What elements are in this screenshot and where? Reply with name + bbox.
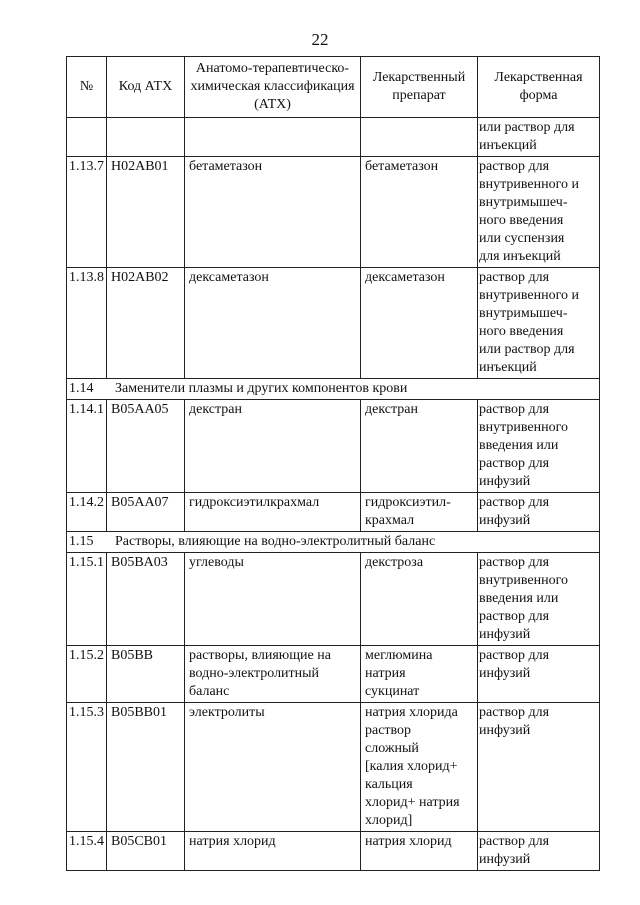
drug-name: декстран: [361, 400, 478, 493]
drug-name: бетаметазон: [361, 157, 478, 268]
row-number: 1.14.1: [67, 400, 107, 493]
drug-name: [361, 118, 478, 157]
table-row: [67, 268, 600, 379]
atx-classification: бетаметазон: [185, 157, 361, 268]
table-row: [67, 493, 600, 532]
dosage-form: раствор для внутривенного введения или раствор для инфузий: [478, 400, 600, 493]
drug-name: натрия хлорида раствор сложный [калия хлорид+ кальция хлорид+ натрия хлорид]: [361, 703, 478, 832]
atx-code: B05BA03: [107, 553, 185, 646]
table-row: [67, 703, 600, 832]
header-code: Код АТХ: [107, 57, 185, 118]
section-title: Заменители плазмы и других компонентов крови: [115, 381, 408, 396]
section-number: 1.15: [69, 534, 94, 549]
header-form: Лекарственная форма: [478, 57, 600, 118]
section-cell: [67, 532, 600, 553]
header-classification: Анатомо-терапевтическо-химическая классификация (АТХ): [185, 57, 361, 118]
header-no: №: [67, 57, 107, 118]
row-number: 1.14.2: [67, 493, 107, 532]
drug-name: натрия хлорид: [361, 832, 478, 871]
atx-classification: растворы, влияющие на водно-электролитный баланс: [185, 646, 361, 703]
header-drug: Лекарственный препарат: [361, 57, 478, 118]
atx-table: [66, 56, 600, 871]
table-row: [67, 400, 600, 493]
drug-name: дексаметазон: [361, 268, 478, 379]
atx-classification: декстран: [185, 400, 361, 493]
atx-code: B05CB01: [107, 832, 185, 871]
drug-name: декстроза: [361, 553, 478, 646]
table-row: [67, 553, 600, 646]
table-row: [67, 646, 600, 703]
table-row: [67, 118, 600, 157]
row-number: 1.15.1: [67, 553, 107, 646]
section-title: Растворы, влияющие на водно-электролитный баланс: [115, 534, 436, 549]
section-row: [67, 379, 600, 400]
dosage-form: раствор для инфузий: [478, 703, 600, 832]
table-body: [67, 118, 600, 871]
atx-code: H02AB02: [107, 268, 185, 379]
atx-code: B05BB01: [107, 703, 185, 832]
row-number: [67, 118, 107, 157]
atx-code: [107, 118, 185, 157]
atx-classification: дексаметазон: [185, 268, 361, 379]
row-number: 1.15.3: [67, 703, 107, 832]
section-cell: [67, 379, 600, 400]
row-number: 1.15.4: [67, 832, 107, 871]
section-number: 1.14: [69, 381, 94, 396]
row-number: 1.15.2: [67, 646, 107, 703]
row-number: 1.13.7: [67, 157, 107, 268]
atx-code: B05AA05: [107, 400, 185, 493]
atx-classification: гидроксиэтилкрахмал: [185, 493, 361, 532]
table-header-row: [67, 57, 600, 118]
atx-code: B05AA07: [107, 493, 185, 532]
section-row: [67, 532, 600, 553]
table-row: [67, 832, 600, 871]
dosage-form: раствор для инфузий: [478, 493, 600, 532]
dosage-form: раствор для инфузий: [478, 646, 600, 703]
table-row: [67, 157, 600, 268]
atx-code: H02AB01: [107, 157, 185, 268]
drug-name: меглюмина натрия сукцинат: [361, 646, 478, 703]
dosage-form: раствор для инфузий: [478, 832, 600, 871]
row-number: 1.13.8: [67, 268, 107, 379]
dosage-form: раствор для внутривенного и внутримышеч- ного введения или раствор для инъекций: [478, 268, 600, 379]
page-number: 22: [311, 30, 329, 49]
drug-name: гидроксиэтил- крахмал: [361, 493, 478, 532]
atx-classification: углеводы: [185, 553, 361, 646]
dosage-form: раствор для внутривенного введения или раствор для инфузий: [478, 553, 600, 646]
atx-classification: [185, 118, 361, 157]
atx-classification: электролиты: [185, 703, 361, 832]
atx-classification: натрия хлорид: [185, 832, 361, 871]
dosage-form: раствор для внутривенного и внутримышеч- ного введения или суспензия для инъекций: [478, 157, 600, 268]
atx-code: B05BB: [107, 646, 185, 703]
dosage-form: или раствор для инъекций: [478, 118, 600, 157]
